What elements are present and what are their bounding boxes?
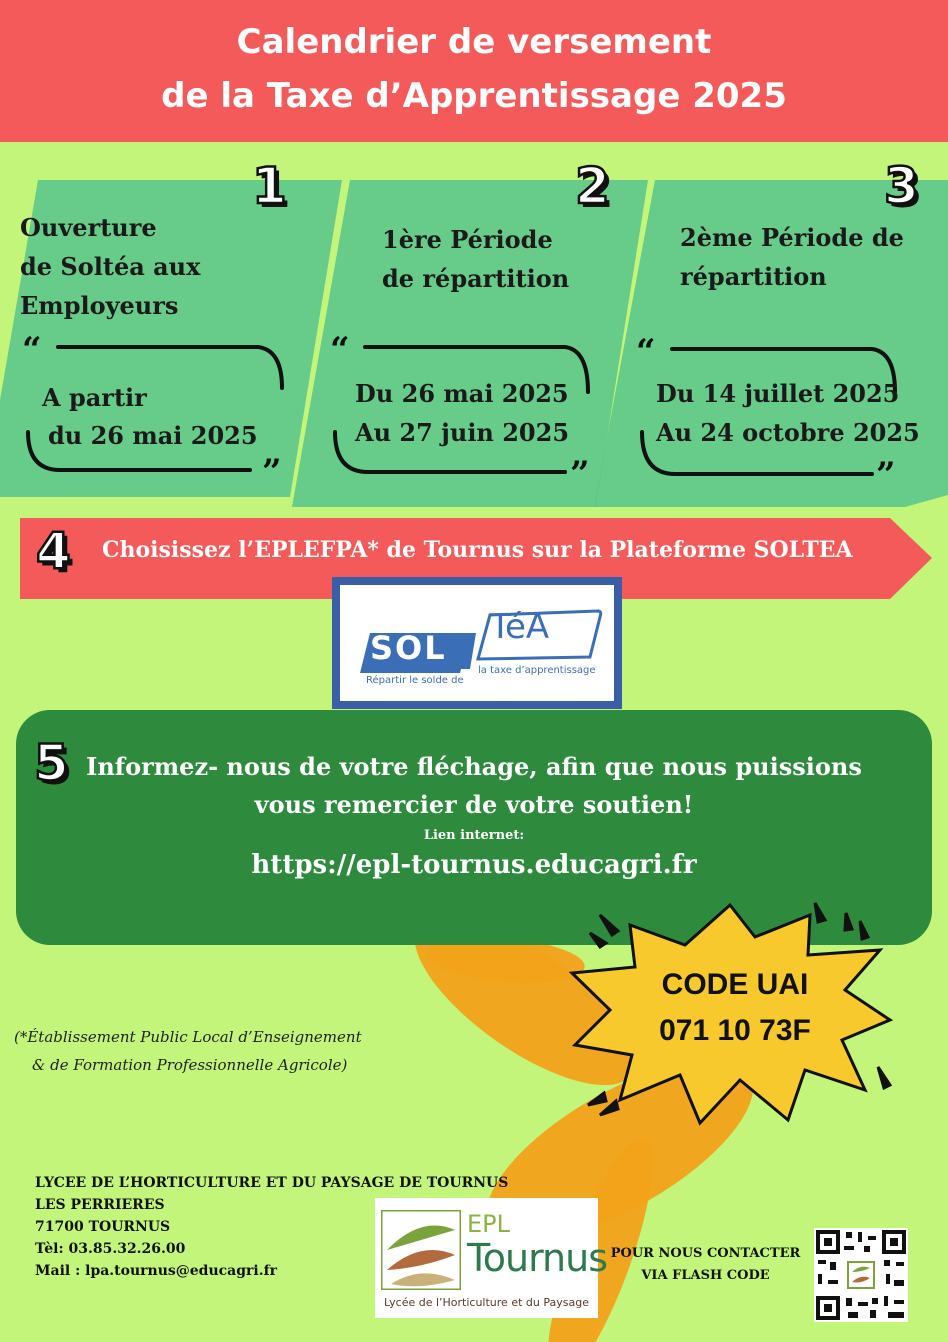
code-uai-value: 071 10 73F — [659, 1014, 811, 1047]
step-1-title: Ouverture de Soltéa aux Employeurs — [20, 213, 201, 320]
step-1-date-line1: A partir — [42, 383, 147, 412]
footnote-line2: & de Formation Professionnelle Agricole) — [32, 1056, 348, 1074]
step-4-text: Choisissez l’EPLEFPA* de Tournus sur la Plateforme SOLTEA — [102, 537, 853, 563]
step-2-date-line2: Au 27 juin 2025 — [355, 418, 570, 447]
soltea-logo — [332, 577, 622, 709]
open-quote-icon: “ — [22, 330, 42, 370]
epl-caption: Lycée de l’Horticulture et du Paysage — [384, 1296, 589, 1309]
code-uai-label: CODE UAI — [661, 968, 809, 1001]
tournus-text: Tournus — [467, 1236, 608, 1280]
footnote-line1: (*Établissement Public Local d’Enseignement — [14, 1028, 362, 1046]
qr-code[interactable] — [814, 1228, 908, 1322]
page-title-line1: Calendrier de versement — [236, 22, 712, 62]
close-quote-icon: ” — [876, 455, 896, 495]
step-1-date-line2: du 26 mai 2025 — [48, 421, 258, 450]
step-3-date-line2: Au 24 octobre 2025 — [656, 418, 920, 447]
soltea-caption-right: la taxe d’apprentissage — [478, 665, 596, 676]
step-5-number: 5 — [34, 734, 69, 792]
open-quote-icon: “ — [636, 332, 656, 372]
step-3-title: 2ème Période de répartition — [680, 223, 904, 291]
website-link[interactable]: https://epl-tournus.educagri.fr — [251, 850, 697, 880]
step-1-number: 1 — [252, 157, 287, 215]
school-address: LYCEE DE L’HORTICULTURE ET DU PAYSAGE DE TOURNUS LES PERRIERES 71700 TOURNUS Tèl: 03.85.32.26.00 Mail : lpa.tournus@educagri.fr — [35, 1175, 509, 1279]
step-2-date-line1: Du 26 mai 2025 — [355, 379, 569, 408]
step-3-date-line1: Du 14 juillet 2025 — [656, 379, 900, 408]
close-quote-icon: ” — [262, 452, 282, 492]
soltea-caption-left: Répartir le solde de — [366, 675, 464, 686]
contact-text: POUR NOUS CONTACTER VIA FLASH CODE — [610, 1246, 801, 1283]
open-quote-icon: “ — [330, 330, 350, 370]
page-title-line2: de la Taxe d’Apprentissage 2025 — [161, 76, 787, 116]
epl-tournus-logo — [375, 1198, 608, 1318]
step-2-title: 1ère Période de répartition — [382, 225, 570, 293]
step-2-number: 2 — [575, 157, 610, 215]
soltea-sol-text: SOL — [370, 629, 447, 667]
step-4-number: 4 — [36, 522, 71, 580]
soltea-tea-text: TéA — [490, 607, 550, 647]
leaf-logo-icon — [381, 1210, 461, 1290]
step-3-number: 3 — [884, 157, 919, 215]
close-quote-icon: ” — [570, 454, 590, 494]
epl-text: EPL — [467, 1210, 511, 1238]
step-5-link-label: Lien internet: — [423, 828, 525, 843]
step-5-line2: vous remercier de votre soutien! — [254, 790, 694, 819]
step-5-line1: Informez- nous de votre fléchage, afin que nous puissions — [86, 752, 862, 781]
